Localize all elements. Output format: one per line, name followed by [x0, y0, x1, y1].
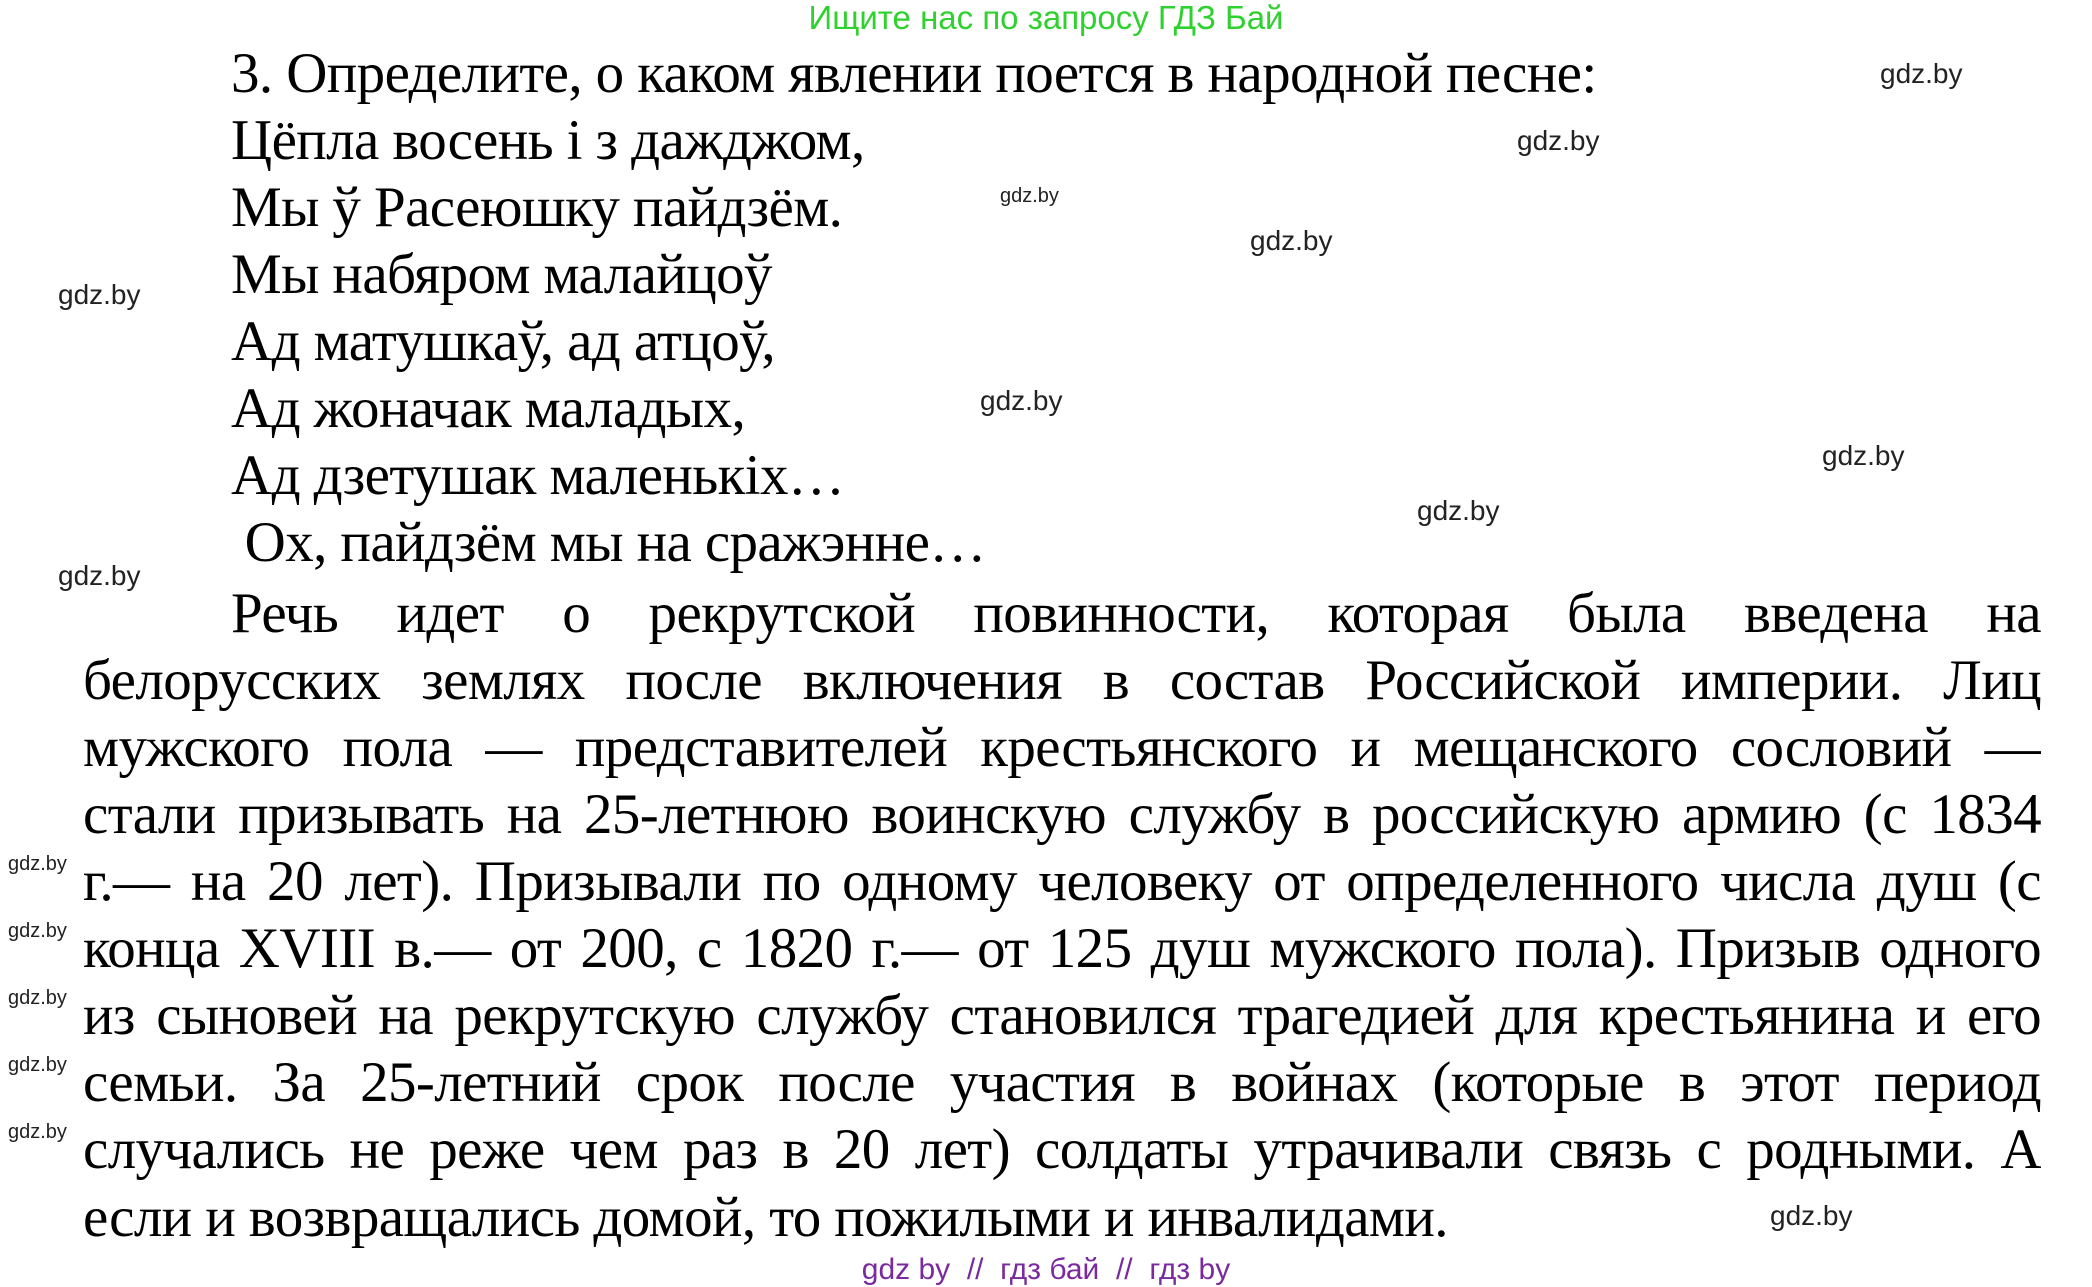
watermark: gdz.by — [8, 920, 67, 942]
watermark: gdz.by — [8, 1121, 67, 1143]
watermark: gdz.by — [1000, 185, 1059, 207]
watermark: gdz.by — [1822, 440, 1905, 471]
watermark: gdz.by — [1250, 225, 1333, 256]
search-banner: Ищите нас по запросу ГДЗ Бай — [808, 0, 1284, 36]
answer-line: стали призывать на 25-летнюю воинскую службу в российскую армию (с 1834 — [83, 783, 2041, 846]
watermark: gdz.by — [8, 853, 67, 875]
answer-line: белорусских землях после включения в состав Российской империи. Лиц — [83, 649, 2041, 712]
watermark: gdz.by — [1517, 125, 1600, 156]
poem-line: Ад матушкаў, ад атцоў, — [231, 310, 776, 373]
answer-line: случались не реже чем раз в 20 лет) солдаты утрачивали связь с родными. А — [83, 1118, 2041, 1181]
answer-line: из сыновей на рекрутскую службу становился трагедией для крестьянина и его — [83, 984, 2041, 1047]
watermark: gdz.by — [1770, 1200, 1853, 1231]
answer-line: семьи. За 25-летний срок после участия в войнах (которые в этот период — [83, 1051, 2041, 1114]
poem-line: Мы набяром малайцоў — [231, 243, 772, 306]
answer-line: г.— на 20 лет). Призывали по одному человеку от определенного числа душ (с — [83, 850, 2041, 913]
watermark: gdz.by — [8, 987, 67, 1009]
answer-line: если и возвращались домой, то пожилыми и инвалидами. — [83, 1186, 1448, 1249]
watermark: gdz.by — [980, 385, 1063, 416]
watermark: gdz.by — [1880, 58, 1963, 89]
footer-links: gdz by // гдз бай // гдз by — [861, 1253, 1231, 1286]
poem-line: Мы ў Расеюшку пайдзём. — [231, 176, 843, 239]
poem-line: Ад жоначак маладых, — [231, 377, 746, 440]
answer-line: мужского пола — представителей крестьянского и мещанского сословий — — [83, 716, 2041, 779]
poem-line: Цёпла восень і з дажджом, — [231, 109, 865, 172]
question-text: 3. Определите, о каком явлении поется в народной песне: — [231, 42, 1597, 105]
answer-line: конца XVIII в.— от 200, с 1820 г.— от 125 душ мужского пола). Призыв одного — [83, 917, 2041, 980]
watermark: gdz.by — [1417, 495, 1500, 526]
watermark: gdz.by — [58, 560, 141, 591]
poem-line: Ад дзетушак маленькіх… — [231, 444, 845, 507]
answer-line: Речь идет о рекрутской повинности, которая была введена на — [231, 582, 2041, 645]
watermark: gdz.by — [8, 1054, 67, 1076]
watermark: gdz.by — [58, 279, 141, 310]
poem-line: Ох, пайдзём мы на сражэнне… — [231, 511, 986, 574]
